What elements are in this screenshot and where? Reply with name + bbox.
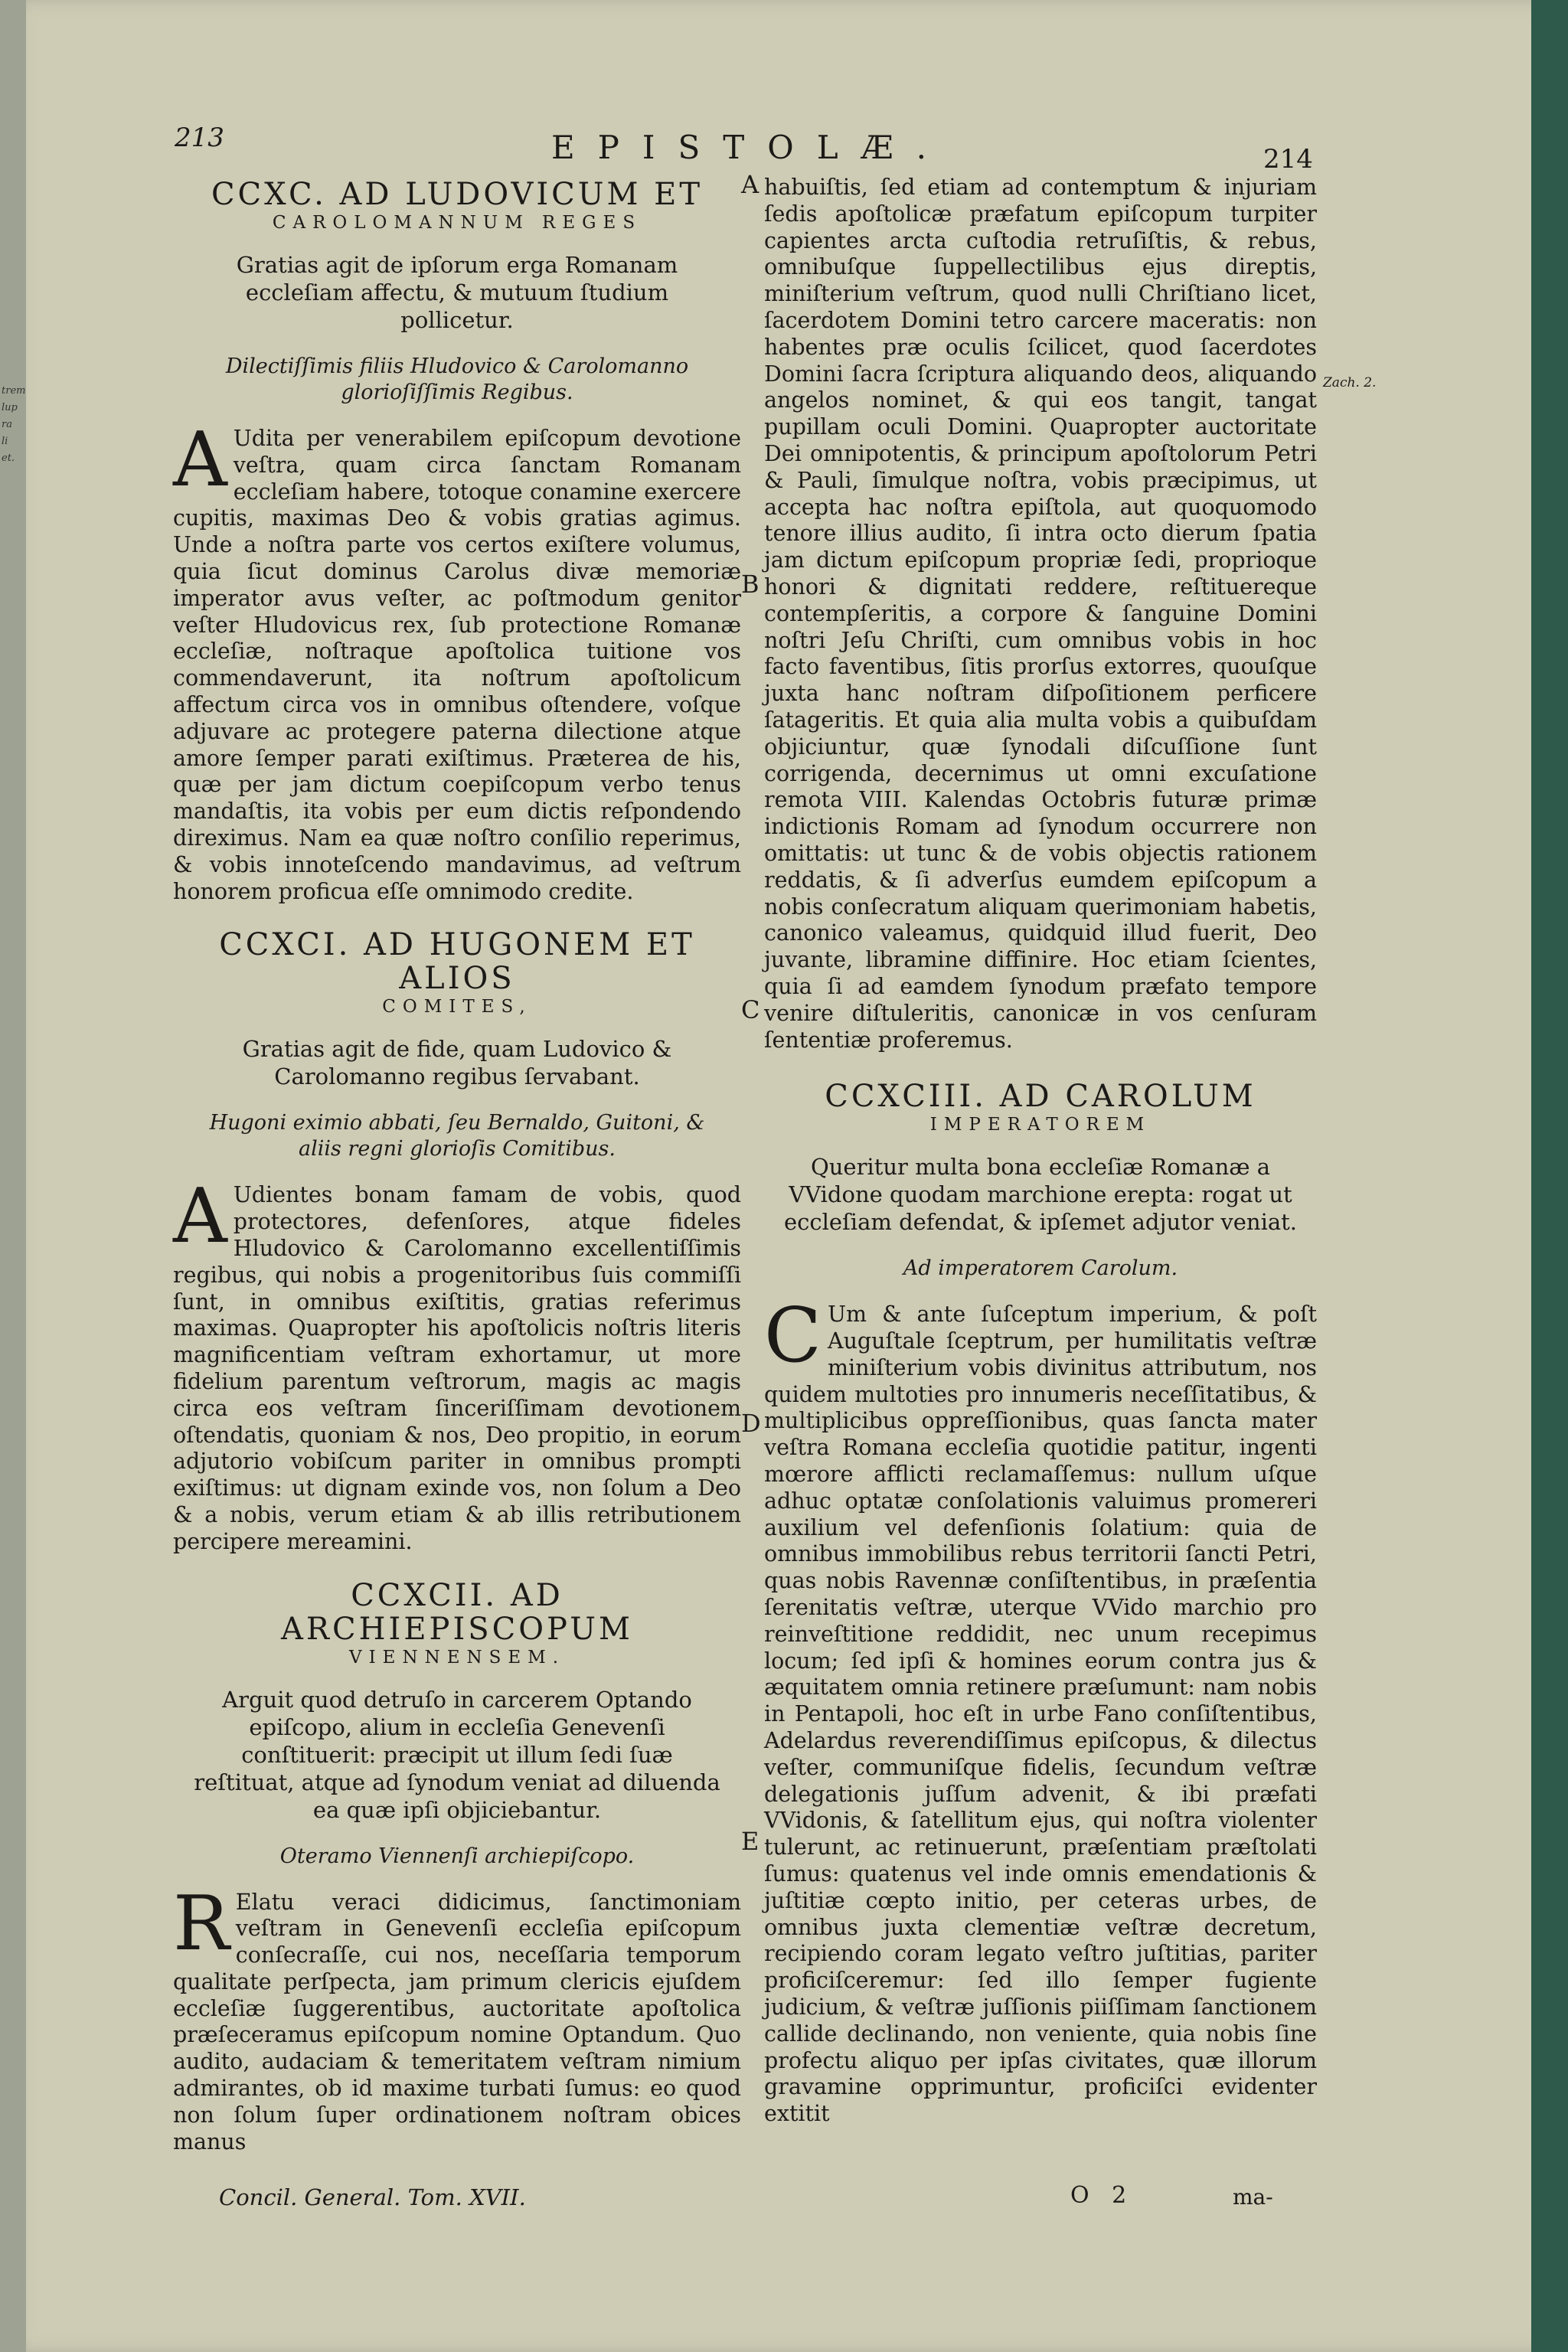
letter-heading: CCXC. AD LUDOVICUM ET xyxy=(211,177,704,212)
letter-ccxciii xyxy=(764,1080,1317,2128)
letter-body xyxy=(173,1173,741,1555)
letter-body xyxy=(764,1292,1317,2128)
letter-subheading: IMPERATOREM xyxy=(929,1115,1152,1135)
running-title: EPISTOLÆ. xyxy=(551,129,950,166)
book-gutter xyxy=(0,0,26,2352)
signature-mark: O 2 xyxy=(1070,2182,1135,2209)
letter-address: Dilectiſſimis filiis Hludovico & Carolomanno glorioſiſſimis Regibus. xyxy=(225,354,689,404)
letter-subheading: VIENNENSEM. xyxy=(348,1647,566,1668)
marginal-letter-b: B xyxy=(741,570,760,599)
marginal-note: Zach. 2. xyxy=(1323,375,1377,390)
marginal-letter-a: A xyxy=(741,170,760,199)
folio-left: 213 xyxy=(175,122,224,153)
letter-address: Hugoni eximio abbati, ſeu Bernaldo, Guitoni, & aliis regni glorioſis Comitibus. xyxy=(209,1111,705,1161)
letter-summary: Arguit quod detruſo in carcerem Optando epiſcopo, alium in eccleſia Genevenſi conſtituerit: præcipit ut illum ſedi ſuæ reſtituat, atque ad ſynodum veniat ad diluenda ea quæ ipſi objiciebantur. xyxy=(194,1686,720,1823)
marginal-letter-e: E xyxy=(741,1827,760,1856)
letter-body xyxy=(173,1880,741,2156)
drop-cap: A xyxy=(173,1173,227,1261)
marginal-letter-d: D xyxy=(741,1409,761,1438)
letter-continuation: habuiſtis, ſed etiam ad contemptum & injuriam ſedis apoſtolicæ præfatum epiſcopum turpiter capientes arcta cuſtodia retruſiſtis, & rebus, omnibuſque ſuppellectilibus ejus direptis, miniſterium veſtrum, quod nulli Chriſtiano licet, ſacerdotem Domini tetro carcere maceratis: non habentes præ oculis ſcilicet, quod ſacerdotes Domini ſacra ſcriptura aliquando deos, aliquando angelos nominet, & qui eos tangit, tangat pupillam oculi Domini. Quapropter auctoritate Dei omnipotentis, & principum apoſtolorum Petri & Pauli, ſimulque noſtra, vobis præcipimus, ut accepta hac noſtra epiſtola, aut quoquomodo tenore illius audito, ſi intra octo dierum ſpatia jam dictum epiſcopum propriæ ſedi, proprioque honori & dignitati reddere, reſtituereque contempſeritis, a corpore & ſanguine Domini noſtri Jeſu Chriſti, cum omnibus vobis in hoc facto faventibus, ſitis prorſus extorres, quouſque juxta hanc noſtram diſpoſitionem perficere ſatageritis. Et quia alia multa vobis a quibuſdam objiciuntur, quæ ſynodali diſcuſſione ſunt corrigenda, decernimus ut omni excuſatione remota VIII. Kalendas Octobris futuræ primæ indictionis Romam ad ſynodum occurrere non omittatis: ut tunc & de vobis objectis rationem reddatis, & ſi adverſus eumdem epiſcopum a nobis conſecratum aliquam querimoniam habetis, canonico valeamus, quidquid illud fuerit, Deo juvante, libramine diffinire. Hoc etiam ſcientes, quia ſi ad eamdem ſynodum præfato tempore venire diſtuleritis, canonicæ in vos cenſuram ſententiæ proferemus. xyxy=(764,175,1317,1053)
letter-subheading: CAROLOMANNUM REGES xyxy=(272,213,642,233)
folio-right: 214 xyxy=(1263,144,1313,175)
left-column xyxy=(173,178,741,2178)
marginal-letter-c: C xyxy=(741,995,760,1024)
letter-address: Ad imperatorem Carolum. xyxy=(903,1256,1178,1281)
right-column xyxy=(764,175,1317,2151)
footer-volume: Concil. General. Tom. XVII. xyxy=(219,2184,526,2210)
margin-fragment: trem lup ra li et. xyxy=(2,385,26,464)
letter-subheading: COMITES, xyxy=(382,997,532,1018)
letter-summary: Gratias agit de ipſorum erga Romanam eccleſiam affectu, & mutuum ſtudium pollicetur. xyxy=(236,252,678,333)
letter-summary: Queritur multa bona eccleſiæ Romanæ a VVidone quodam marchione erepta: rogat ut eccleſiam defendat, & ipſemet adjutor veniat. xyxy=(783,1154,1298,1236)
letter-heading: CCXCIII. AD CAROLUM xyxy=(825,1079,1256,1115)
letter-text: Um & ante ſuſceptum imperium, & poſt Auguſtale ſceptrum, per humilitatis veſtræ miniſterium vobis divinitus attributum, nos quidem multoties pro innumeris neceſſitatibus, & multiplicibus oppreſſionibus, quas ſancta mater veſtra Romana eccleſia quotidie patitur, ingenti mœrore afflicti reclamaſſemus: nullum uſque adhuc optatæ conſolationis valuimus promereri auxilium vel defenſionis ſolatium: quia de omnibus immobilibus rebus territorii ſancti Petri, quas nobis Ravennæ conſiſtentibus, in præſentia ſerenitatis veſtræ, uterque VVido marchio pro reinveſtitione reddidit, nec unum recepimus locum; ſed ipſi & homines eorum contra jus & æquitatem omnia retinere præſumunt: nam nobis in Pentapoli, hoc eſt in urbe Fano conſiſtentibus, Adelardus reverendiſſimus epiſcopus, & dilectus veſter, communiſque fidelis, ſecundum veſtræ delegationis juſſum advenit, & ibi præfati VVidonis, & ſatellitum ejus, qui noſtra violenter tulerunt, ac retinuerunt, præſentiam præſtolati ſumus: quatenus vel inde omnis emendationis & juſtitiæ cœpto initio, per ceteras urbes, de omnibus juxta clementiæ veſtræ decretum, recipiendo coram legato veſtro juſtitias, pariter proficiſceremur: ſed illo ſemper fugiente judicium, & veſtræ juſſionis piiſſimam ſanctionem callide declinando, non veniente, quia nobis ſine profectu aliquo per ipſas civitates, quæ illorum gravamine opprimuntur, proficiſci evidenter extitit xyxy=(764,1302,1317,2127)
running-head xyxy=(0,122,1531,175)
catchword: ma- xyxy=(1233,2184,1273,2210)
letter-heading: CCXCI. AD HUGONEM ET ALIOS xyxy=(219,927,695,997)
drop-cap: A xyxy=(173,416,227,504)
letter-body xyxy=(173,416,741,905)
letter-text: Udita per venerabilem epiſcopum devotione veſtra, quam circa ſanctam Romanam eccleſiam habere, totoque conamine exercere cupitis, maximas Deo & vobis gratias agimus. Unde a noſtra parte vos certos exiſtere volumus, quia ſicut dominus Carolus divæ memoriæ imperator avus veſter, ac poſtmodum genitor veſter Hludovicus rex, ſub protectione Romanæ eccleſiæ, noſtraque apoſtolica tuitione vos commendaverunt, ita noſtrum apoſtolicum affectum circa vos in omnibus oſtendere, voſque adjuvare ac protegere paterna dilectione atque amore ſemper parati exiſtimus. Præterea de his, quæ per jam dictum coepiſcopum verbo tenus mandaſtis, ita vobis per eum dictis reſpondendo direximus. Nam ea quæ noſtro conſilio reperimus, & vobis innoteſcendo mandavimus, ad veſtrum honorem proficua eſſe omnimodo credite. xyxy=(173,426,741,904)
letter-ccxci xyxy=(173,928,741,1555)
letter-ccxc xyxy=(173,178,741,905)
drop-cap: R xyxy=(173,1880,230,1968)
letter-ccxcii xyxy=(173,1579,741,2156)
letter-text: Elatu veraci didicimus, ſanctimoniam veſtram in Genevenſi eccleſia epiſcopum conſecraſſe, cui nos, neceſſaria temporum qualitate perſpecta, jam primum clericis ejuſdem eccleſiæ ſuggerentibus, auctoritate apoſtolica præſeceramus epiſcopum nomine Optandum. Quo audito, audaciam & temeritatem veſtram nimium admirantes, ob id maxime turbati ſumus: eo quod non ſolum ſuper ordinationem noſtram obices manus xyxy=(173,1889,741,2154)
letter-heading: CCXCII. AD ARCHIEPISCOPUM xyxy=(281,1577,633,1647)
letter-text: Udientes bonam famam de vobis, quod protectores, defenſores, atque fideles Hludovico & Carolomanno excellentiſſimis regibus, qui nobis a progenitoribus ſuis commiſſi ſunt, in omnibus exiſtitis, gratias referimus maximas. Quapropter his apoſtolicis noſtris literis magnificentiam veſtram exhortamur, ut more fidelium parentum veſtrorum, magis ac magis circa eos veſtram ſinceriſſimam devotionem oſtendatis, quoniam & nos, Deo propitio, in eorum adjutorio vobiſcum pariter in omnibus prompti exiſtimus: ut dignam exinde vos, non ſolum a Deo & a nobis, verum etiam & ab illis retributionem percipere mereamini. xyxy=(173,1182,741,1554)
letter-address: Oteramo Viennenſi archiepiſcopo. xyxy=(279,1844,635,1868)
drop-cap: C xyxy=(764,1292,822,1380)
letter-summary: Gratias agit de fide, quam Ludovico & Carolomanno regibus ſervabant. xyxy=(242,1036,672,1090)
